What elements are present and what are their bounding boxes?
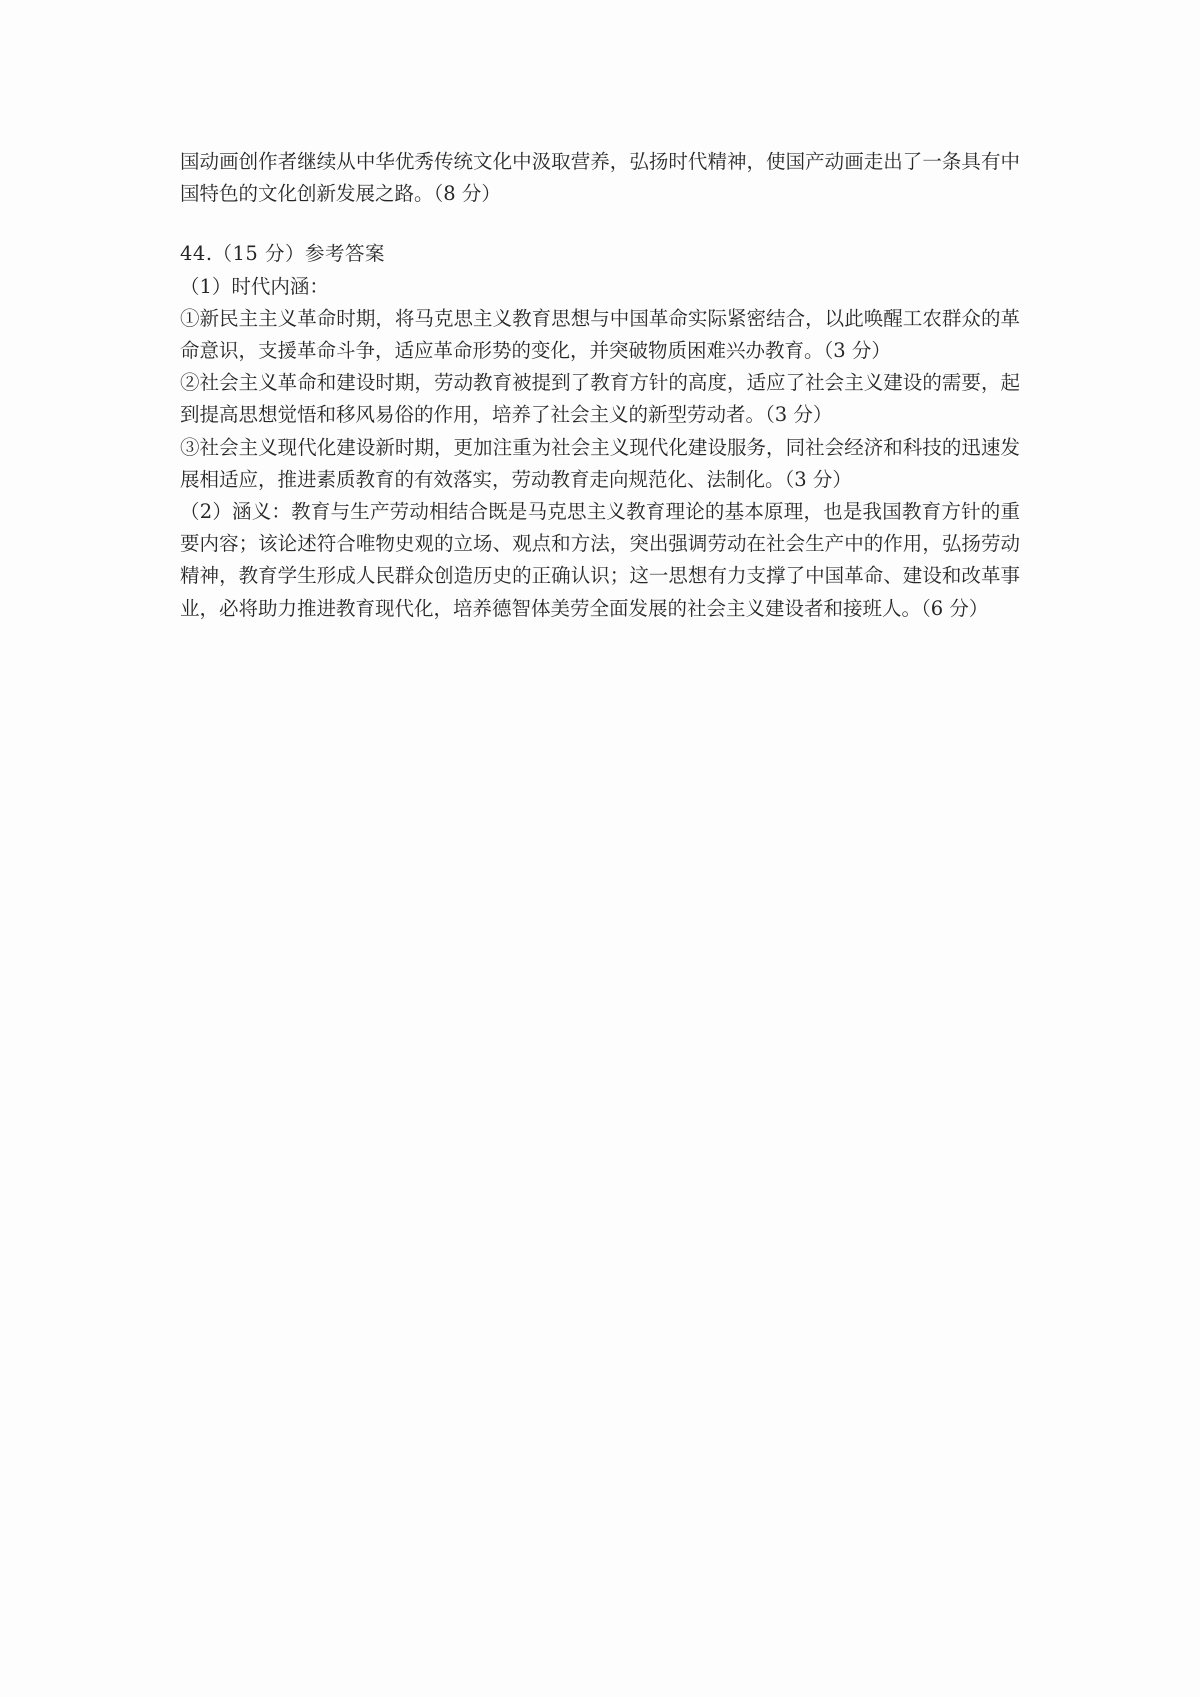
intro-paragraph: 国动画创作者继续从中华优秀传统文化中汲取营养，弘扬时代精神，使国产动画走出了一条具有中国特色的文化创新发展之路。（8 分） <box>180 150 1020 206</box>
answer-content <box>180 146 1020 625</box>
part-1-label: （1）时代内涵： <box>180 274 329 298</box>
part-2-paragraph: （2）涵义：教育与生产劳动相结合既是马克思主义教育理论的基本原理，也是我国教育方针的重要内容；该论述符合唯物史观的立场、观点和方法，突出强调劳动在社会生产中的作用，弘扬劳动精神，教育学生形成人民群众创造历史的正确认识；这一思想有力支撑了中国革命、建设和改革事业，必将助力推进教育现代化，培养德智体美劳全面发展的社会主义建设者和接班人。（6 分） <box>180 500 1020 620</box>
part-1-item-1: ①新民主主义革命时期，将马克思主义教育思想与中国革命实际紧密结合，以此唤醒工农群众的革命意识，支援革命斗争，适应革命形势的变化，并突破物质困难兴办教育。（3 分） <box>180 306 1020 363</box>
paragraph-gap <box>180 210 1020 238</box>
question-44-heading: 44.（15 分）参考答案 <box>180 242 386 266</box>
part-1-item-3: ③社会主义现代化建设新时期，更加注重为社会主义现代化建设服务，同社会经济和科技的迅速发展相适应，推进素质教育的有效落实，劳动教育走向规范化、法制化。（3 分） <box>180 435 1020 491</box>
part-1-item-2: ②社会主义革命和建设时期，劳动教育被提到了教育方针的高度，适应了社会主义建设的需要，起到提高思想觉悟和移风易俗的作用，培养了社会主义的新型劳动者。（3 分） <box>180 371 1020 427</box>
